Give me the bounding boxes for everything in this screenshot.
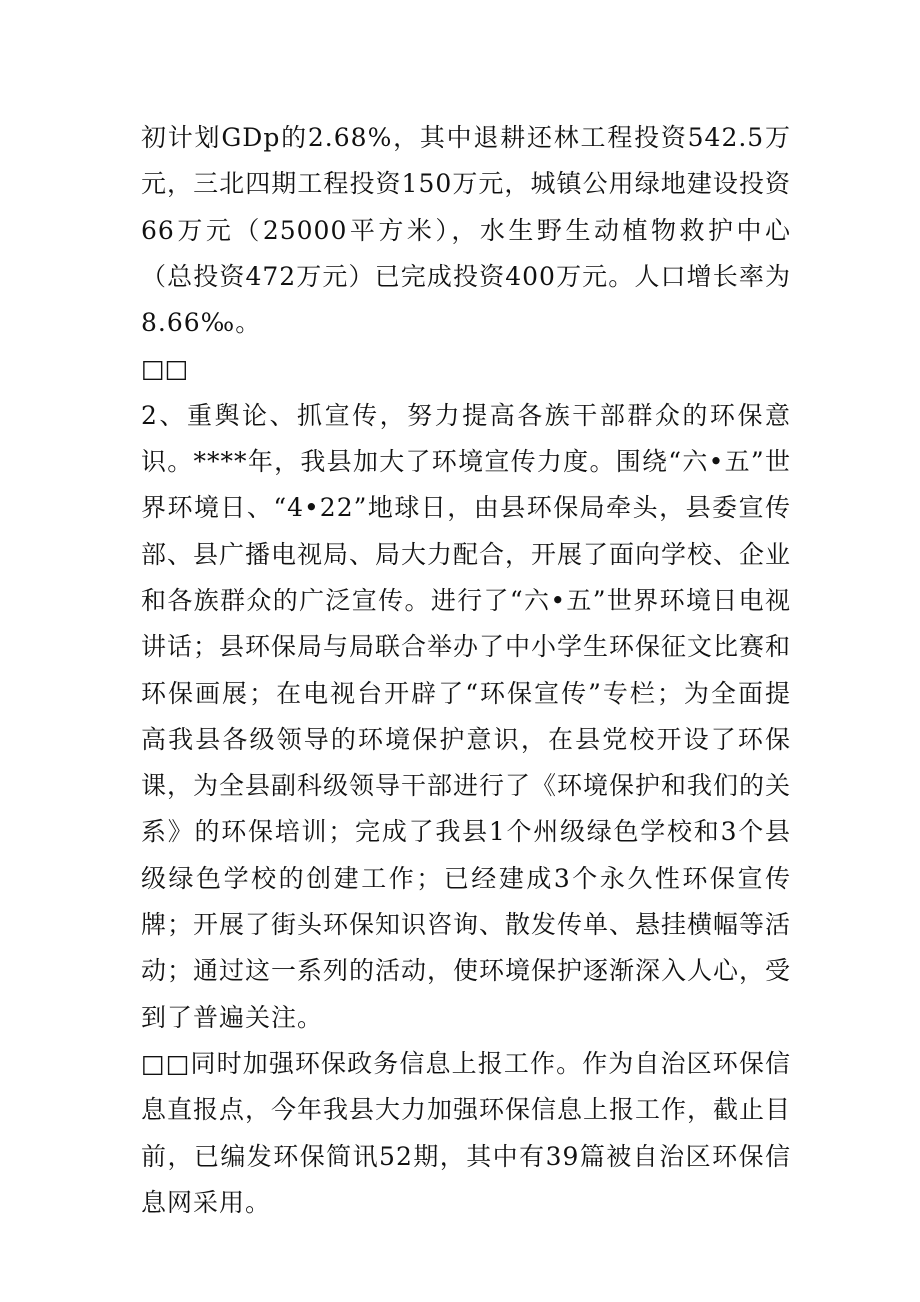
paragraph-information-reporting: □□同时加强环保政务信息上报工作。作为自治区环保信息直报点，今年我县大力加强环保信息上报工作，截止目前，已编发环保简讯52期，其中有39篇被自治区环保信息网采用。: [141, 1048, 792, 1217]
paragraph-placeholder-boxes: □□: [141, 354, 189, 384]
document-body: [141, 115, 791, 1226]
paragraph-publicity: 2、重舆论、抓宣传，努力提高各族干部群众的环保意识。****年，我县加大了环境宣传力度。围绕“六•五”世界环境日、“4•22”地球日，由县环保局牵头，县委宣传部、县广播电视局、局大力配合，开展了面向学校、企业和各族群众的广泛宣传。进行了“六•五”世界环境日电视讲话；县环保局与局联合举办了中小学生环保征文比赛和环保画展；在电视台开辟了“环保宣传”专栏；为全面提高我县各级领导的环境保护意识，在县党校开设了环保课，为全县副科级领导干部进行了《环境保护和我们的关系》的环保培训；完成了我县1个州级绿色学校和3个县级绿色学校的创建工作；已经建成3个永久性环保宣传牌；开展了街头环保知识咨询、散发传单、悬挂横幅等活动；通过这一系列的活动，使环境保护逐渐深入人心，受到了普遍关注。: [141, 400, 792, 1032]
paragraph-investment: 初计划GDp的2.68%，其中退耕还林工程投资542.5万元，三北四期工程投资150万元，城镇公用绿地建设投资66万元（25000平方米），水生野生动植物救护中心（总投资472万元）已完成投资400万元。人口增长率为8.66‰。: [141, 123, 791, 338]
